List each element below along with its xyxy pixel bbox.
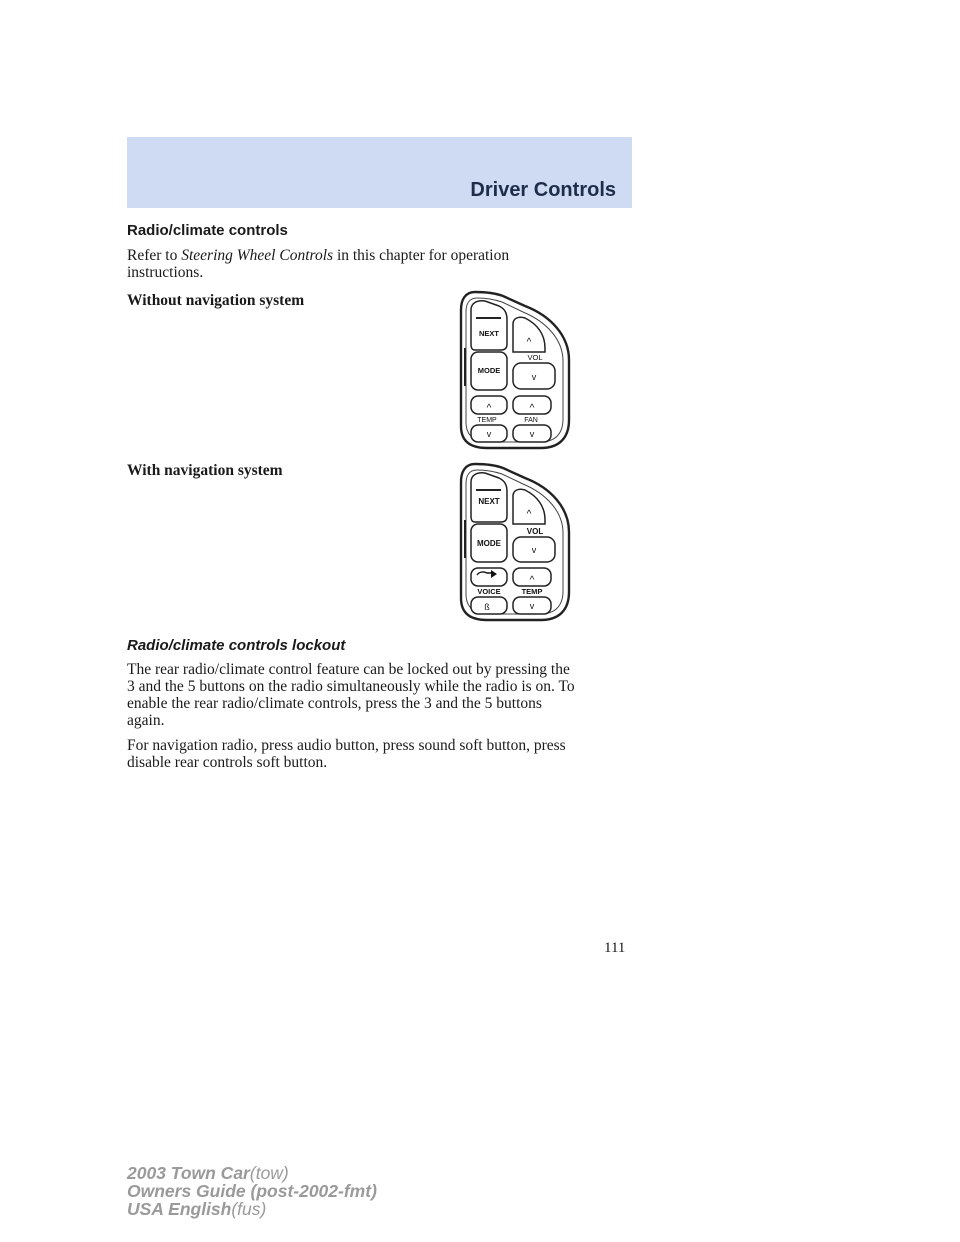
footer-language-code: (fus): [231, 1199, 267, 1219]
nav-line-1: For navigation radio, press audio button, press sound soft button, press: [127, 737, 566, 754]
lockout-line-1: The rear radio/climate control feature can be locked out by pressing the: [127, 661, 570, 678]
fan-down-button: [513, 425, 551, 442]
chevron-up-icon: ^: [526, 337, 532, 348]
next-label: NEXT: [478, 497, 500, 506]
section-title: Driver Controls: [470, 179, 616, 201]
intro-line-2: instructions.: [127, 264, 204, 281]
intro-paragraph: [127, 247, 627, 281]
vol-down-button: [513, 537, 555, 562]
next-button: [471, 301, 507, 350]
mode-label: MODE: [477, 366, 501, 375]
vol-label: VOL: [527, 353, 543, 362]
chevron-down-icon: v: [531, 545, 537, 555]
lockout-line-3: enable the rear radio/climate controls, press the 3 and the 5 buttons: [127, 695, 542, 712]
page-number: 111: [604, 940, 626, 956]
vol-label: VOL: [526, 527, 544, 536]
chevron-up-icon: ^: [486, 403, 492, 414]
rear-controls-diagram-with-nav: [455, 460, 575, 624]
temp-down-button: [471, 425, 507, 442]
chevron-down-icon: v: [486, 429, 492, 439]
voice-button: [471, 568, 507, 586]
lockout-line-2: 3 and the 5 buttons on the radio simultaneously while the radio is on. To: [127, 678, 575, 695]
radio-climate-heading: Radio/climate controls: [127, 222, 288, 239]
steering-wheel-controls-ref: Steering Wheel Controls: [181, 247, 334, 264]
microphone-icon: ß: [484, 602, 490, 612]
with-nav-label: With navigation system: [127, 462, 283, 479]
nav-line-2: disable rear controls soft button.: [127, 754, 328, 771]
lockout-paragraph-1: [127, 661, 627, 729]
section-header-band: [127, 137, 632, 208]
lockout-line-4: again.: [127, 712, 165, 729]
chevron-up-icon: ^: [526, 509, 532, 520]
mode-button: [471, 524, 507, 562]
footer-guide: Owners Guide (post-2002-fmt): [127, 1181, 377, 1201]
fan-label: FAN: [524, 417, 538, 424]
footer-line-1: [127, 1164, 377, 1182]
chevron-up-icon: ^: [529, 403, 535, 414]
next-label: NEXT: [478, 329, 500, 338]
rear-controls-diagram-without-nav: [455, 288, 575, 452]
chevron-down-icon: v: [529, 601, 535, 611]
voice-talk-button: [471, 597, 507, 614]
chevron-up-icon: ^: [529, 575, 535, 586]
temp-label: TEMP: [521, 587, 543, 596]
lockout-heading: Radio/climate controls lockout: [127, 637, 346, 654]
temp-up-button: [471, 396, 507, 414]
intro-prefix: Refer to: [127, 247, 182, 264]
footer-model: 2003 Town Car: [127, 1163, 250, 1183]
chevron-down-icon: v: [531, 372, 537, 382]
temp-down-button: [513, 597, 551, 614]
footer: [127, 1164, 377, 1218]
vol-down-button: [513, 363, 555, 389]
chevron-down-icon: v: [529, 429, 535, 439]
footer-language: USA English: [127, 1199, 232, 1219]
footer-model-code: (tow): [249, 1163, 289, 1183]
without-nav-label: Without navigation system: [127, 292, 305, 309]
mode-label: MODE: [477, 539, 501, 548]
mode-button: [471, 352, 507, 390]
fan-up-button: [513, 396, 551, 414]
footer-line-2: [127, 1182, 377, 1200]
temp-up-button: [513, 568, 551, 586]
temp-label: TEMP: [477, 417, 497, 424]
voice-label: VOICE: [477, 587, 501, 596]
next-button: [471, 473, 507, 522]
intro-suffix: in this chapter for operation: [333, 247, 510, 264]
footer-line-3: [127, 1200, 377, 1218]
lockout-paragraph-2: [127, 737, 627, 771]
